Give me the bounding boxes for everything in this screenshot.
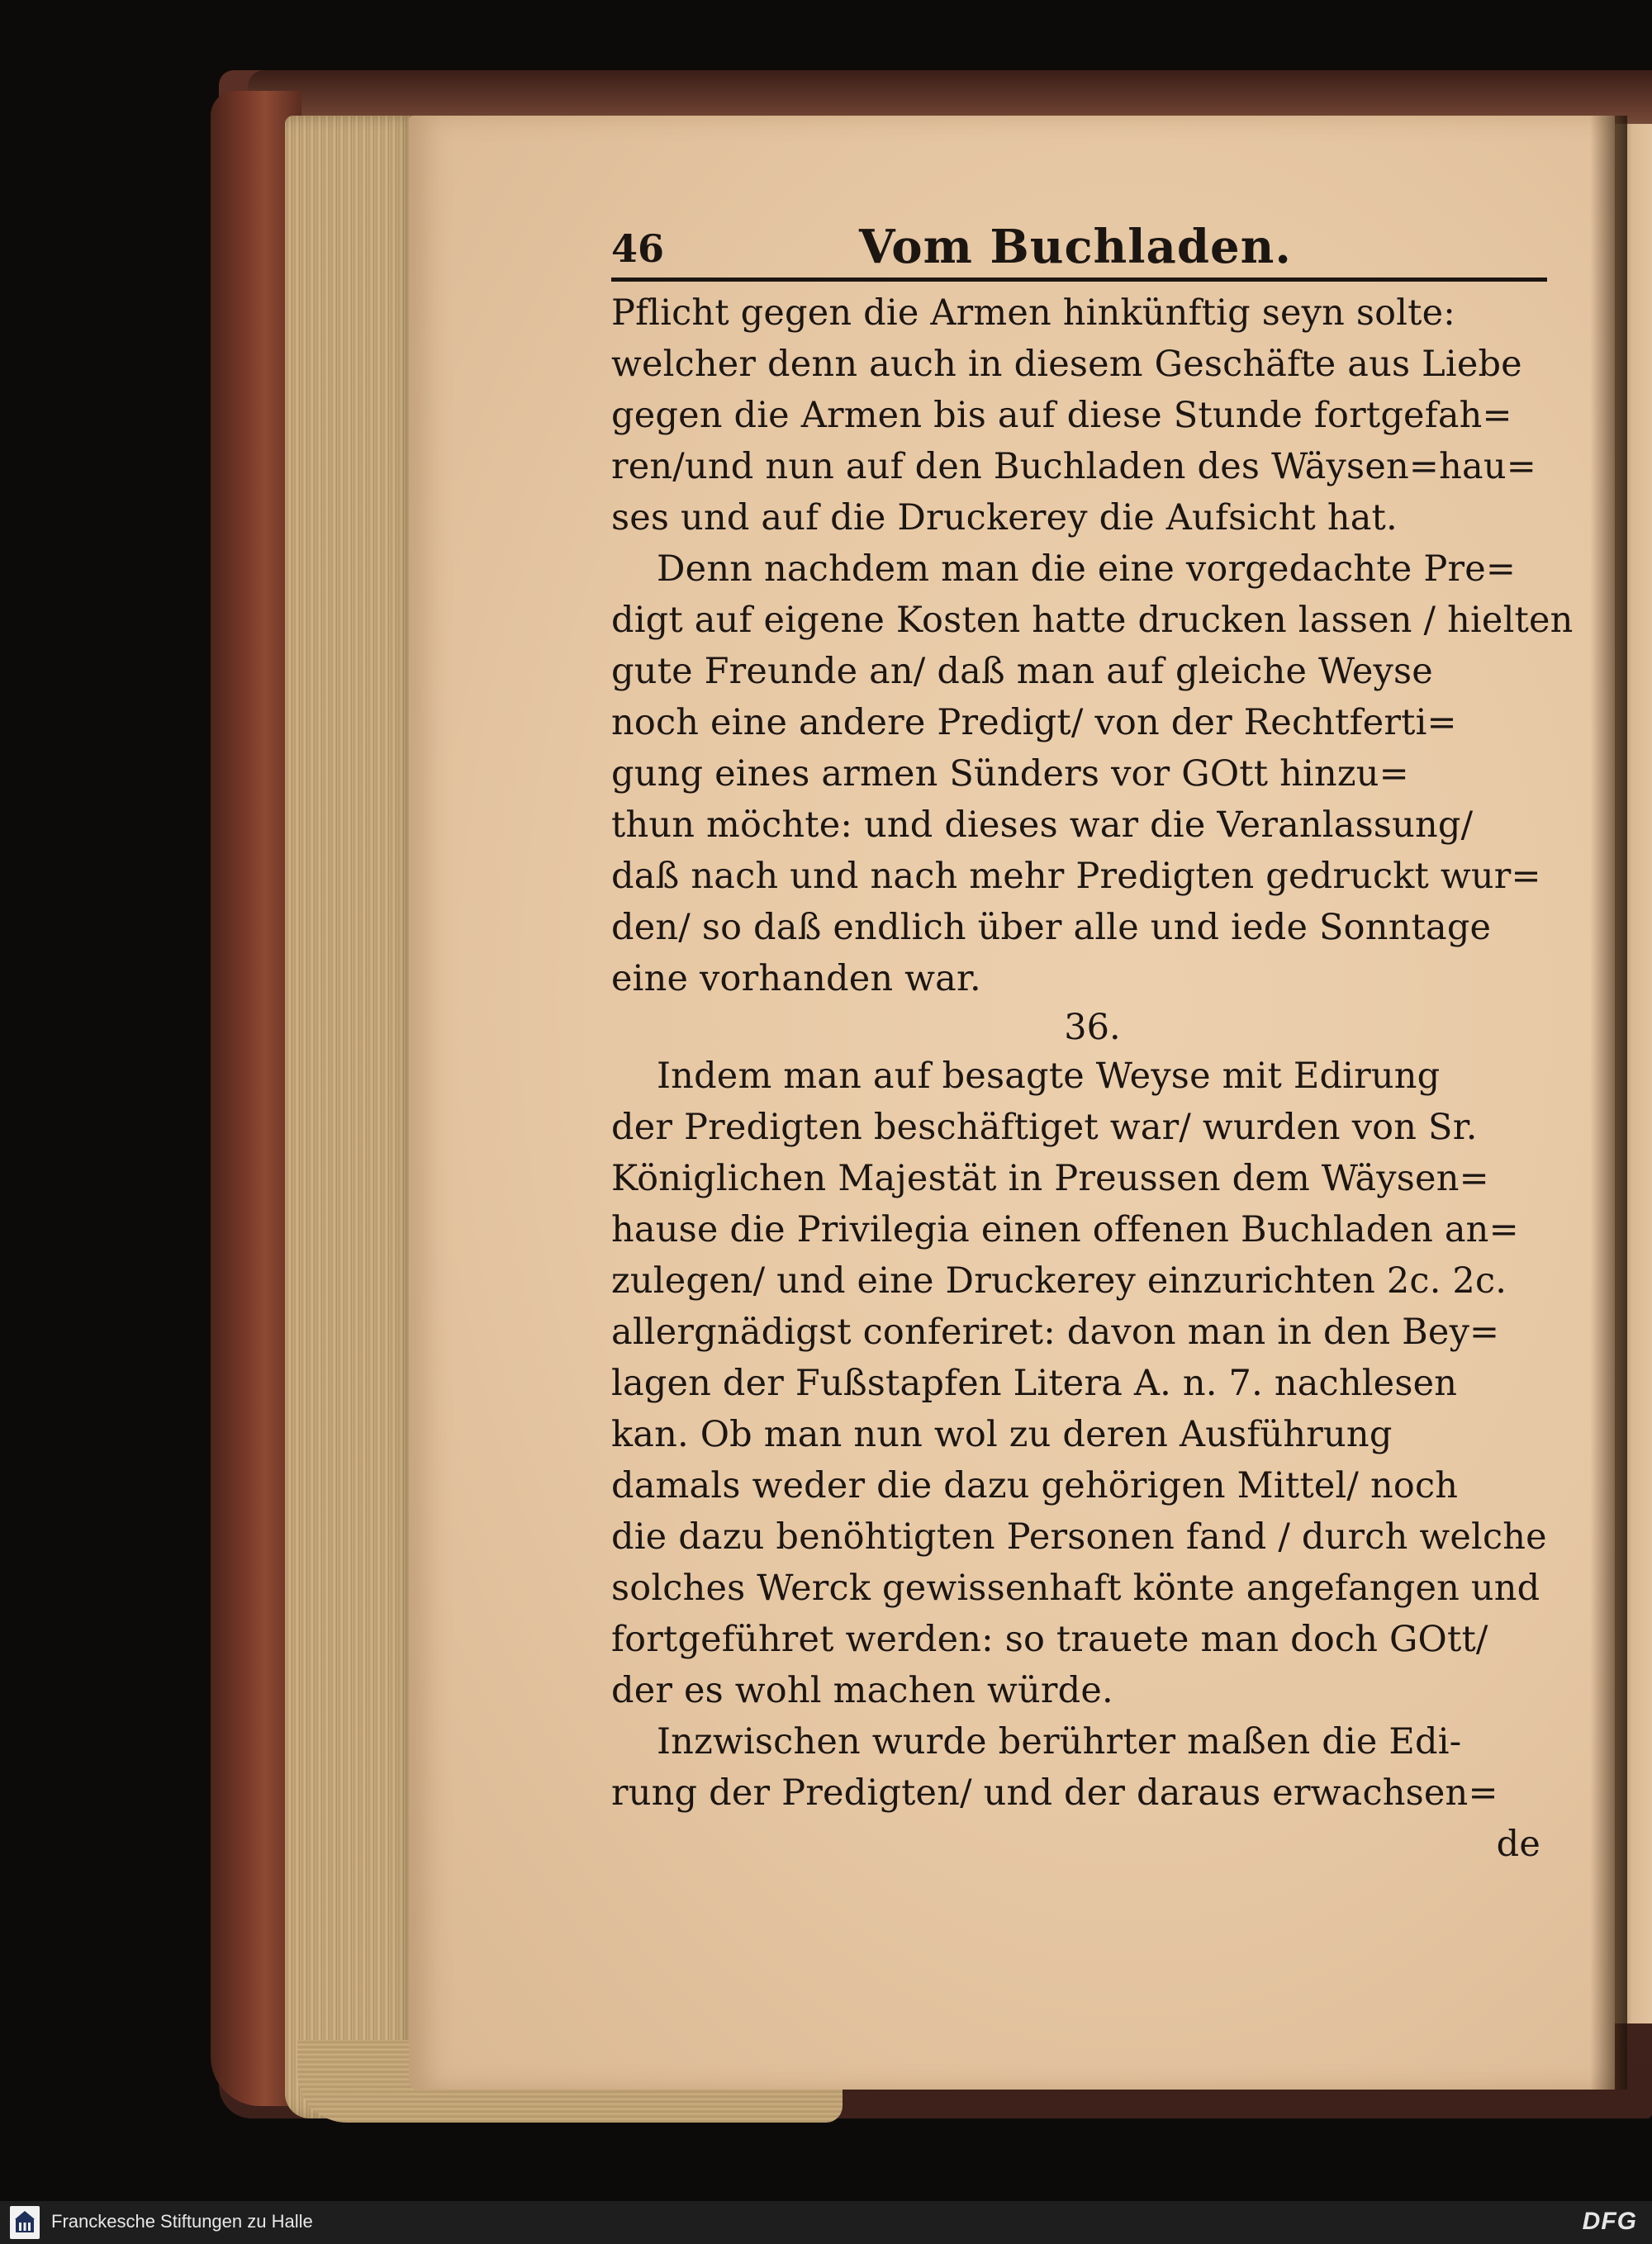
page-header: [611, 216, 1540, 282]
paragraph-continuation: [611, 287, 1540, 543]
running-title: Vom Buchladen.: [859, 220, 1292, 274]
text-line: gute Freunde an/ daß man auf gleiche Weyse: [611, 651, 1433, 692]
text-line: lagen der Fußstapfen Litera A. n. 7. nachlesen: [611, 1363, 1458, 1404]
text-line: Denn nachdem man die eine vorgedachte Pre=: [657, 548, 1517, 590]
text-line: rung der Predigten/ und der daraus erwachsen=: [611, 1772, 1498, 1814]
text-line: welcher denn auch in diesem Geschäfte aus Liebe: [611, 344, 1522, 385]
text-line: allergnädigst conferiret: davon man in den Bey=: [611, 1312, 1500, 1353]
funder-logo: DFG: [1582, 2208, 1637, 2235]
page-text: [611, 216, 1574, 1870]
paragraph: [611, 1716, 1540, 1819]
text-line: Indem man auf besagte Weyse mit Edirung: [657, 1056, 1441, 1097]
text-line: Königlichen Majestät in Preussen dem Wäysen=: [611, 1158, 1489, 1199]
text-line: Pflicht gegen die Armen hinkünftig seyn solte:: [611, 292, 1455, 334]
page-gutter: [1590, 116, 1627, 2090]
footer-bar: [0, 2201, 1652, 2244]
text-line: digt auf eigene Kosten hatte drucken lassen / hielten: [611, 600, 1574, 641]
text-line: ren/und nun auf den Buchladen des Wäysen=hau=: [611, 446, 1536, 487]
institution-logo-icon: [10, 2206, 40, 2239]
text-line: damals weder die dazu gehörigen Mittel/ noch: [611, 1465, 1459, 1506]
text-line: Inzwischen wurde berührter maßen die Edi-: [657, 1721, 1462, 1762]
text-line: thun möchte: und dieses war die Veranlassung/: [611, 804, 1474, 846]
text-line: der es wohl machen würde.: [611, 1670, 1113, 1711]
header-rule: [611, 278, 1547, 282]
text-line: eine vorhanden war.: [611, 958, 981, 999]
paragraph: [611, 543, 1574, 1004]
text-line: kan. Ob man nun wol zu deren Ausführung: [611, 1414, 1393, 1455]
section-number: 36.: [1064, 1007, 1121, 1048]
text-line: der Predigten beschäftiget war/ wurden von Sr.: [611, 1107, 1478, 1148]
text-line: solches Werck gewissenhaft könte angefangen und: [611, 1568, 1540, 1609]
page-edges: [285, 116, 417, 2118]
text-line: fortgeführet werden: so trauete man doch GOtt/: [611, 1619, 1488, 1660]
text-line: gung eines armen Sünders vor GOtt hinzu=: [611, 753, 1409, 795]
text-line: ses und auf die Druckerey die Aufsicht hat.: [611, 497, 1398, 538]
text-line: zulegen/ und eine Druckerey einzurichten 2c. 2c.: [611, 1260, 1507, 1302]
text-line: noch eine andere Predigt/ von der Rechtferti=: [611, 702, 1457, 743]
text-line: die dazu benöhtigten Personen fand / durch welche: [611, 1516, 1547, 1558]
catchword: de: [1496, 1824, 1540, 1865]
text-line: den/ so daß endlich über alle und iede Sonntage: [611, 907, 1492, 948]
paragraph: [611, 1051, 1547, 1716]
text-line: gegen die Armen bis auf diese Stunde fortgefah=: [611, 395, 1512, 436]
text-line: hause die Privilegia einen offenen Buchladen an=: [611, 1209, 1519, 1250]
page-number: 46: [611, 226, 665, 271]
text-line: daß nach und nach mehr Predigten gedruckt wur=: [611, 856, 1541, 897]
institution-name: Franckesche Stiftungen zu Halle: [51, 2211, 313, 2232]
